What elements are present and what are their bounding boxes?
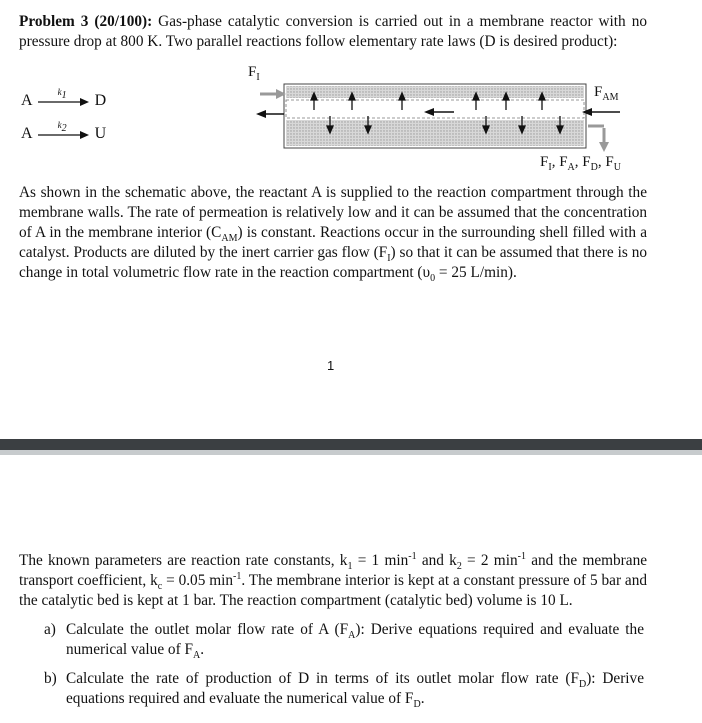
- question-marker: b): [44, 670, 57, 687]
- question-b: [44, 669, 644, 709]
- reactant-a: A: [21, 125, 33, 142]
- membrane-tube: [286, 100, 584, 118]
- product-u: U: [94, 125, 107, 142]
- question-text: Calculate the outlet molar flow rate of A $(F_A)$: Derive equations required and evaluate the numerical value of $F_A$.: [66, 621, 644, 662]
- reaction-2: [21, 120, 107, 143]
- reactant-a: A: [21, 92, 33, 109]
- schematic-description: As shown in the schematic above, the reactant A is supplied to the reaction compartment through the membrane walls. The rate of permeation is relatively low and it can be assumed that the concentration of A in the membrane interior $(C_{AM})$ is constant. Reactions occur in the surrounding shell filled with a catalyst. Products are diluted by the inert carrier gas flow $(F_I)$ so that it can be assumed that there is no change in total volumetric flow rate in the reaction compartment ($\upsilon_0 = 25$ L/min).: [19, 184, 648, 285]
- reaction-arrow-icon: [36, 87, 92, 110]
- membrane-reactor-schematic: [248, 64, 648, 174]
- problem-intro: Gas-phase catalytic conversion is carried out in a membrane reactor with no pressure drop at 800 K. Two parallel reactions follow elementary rate laws (D is desired product):: [19, 13, 647, 50]
- catalyst-bed-top: [286, 86, 584, 98]
- problem-header: [19, 12, 647, 52]
- inlet-flow-label: $F_I$: [248, 64, 260, 83]
- reaction-1: [21, 87, 107, 110]
- question-a: [44, 620, 644, 660]
- reaction-arrow-icon: [36, 120, 92, 143]
- page-number: 1: [327, 358, 335, 373]
- outlet-flow-label: $F_I$, $F_A$, $F_D$, $F_U$: [540, 154, 621, 173]
- question-marker: a): [44, 621, 56, 638]
- known-parameters: The known parameters are reaction rate constants, $k_1 = 1$ $\min^{-1}$ and $k_2 = 2$ $\min^{-1}$ and the membrane transport coefficient, $k_c = 0.05$ $\min^{-1}$. The membrane interior is kept at a constant pressure of 5 bar and the catalytic bed is kept at 1 bar. The reaction compartment (catalytic bed) volume is 10 L.: [19, 550, 648, 609]
- rate-constant-k1: $k_1$: [57, 87, 67, 101]
- rate-constant-k2: $k_2$: [57, 120, 67, 134]
- membrane-flow-label: $F_{AM}$: [594, 84, 619, 103]
- question-text: Calculate the rate of production of D in terms of its outlet molar flow rate $(F_D)$: Derive equations required and evaluate the numerical value of $F_D$.: [66, 670, 644, 711]
- page-divider: [0, 439, 702, 455]
- problem-title: Problem 3 (20/100):: [19, 13, 153, 30]
- product-d: D: [94, 92, 107, 109]
